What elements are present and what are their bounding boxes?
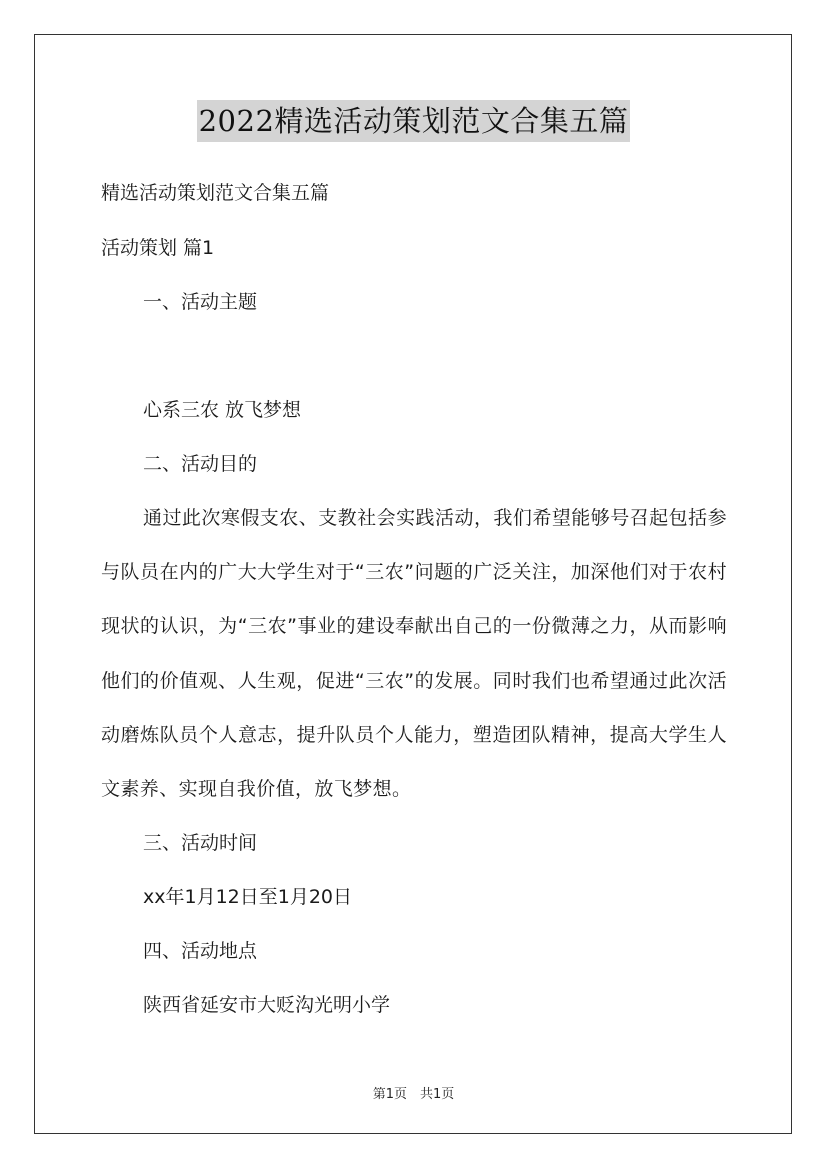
activity-purpose-paragraph: 通过此次寒假支农、支教社会实践活动，我们希望能够号召起包括参与队员在内的广大大学生对于“三农”问题的广泛关注，加深他们对于农村现状的认识，为“三农”事业的建设奉献出自己的一份微薄之力，从而影响他们的价值观、人生观，促进“三农”的发展。同时我们也希望通过此次活动磨炼队员个人意志，提升队员个人能力，塑造团队精神，提高大学生人文素养、实现自我价值，放飞梦想。 (101, 507, 727, 801)
heading-activity-time: 三、活动时间 (143, 832, 258, 854)
title-container (0, 100, 827, 142)
section-heading: 活动策划 篇1 (101, 237, 215, 259)
activity-theme-text: 心系三农 放飞梦想 (143, 399, 302, 421)
page-number-footer: 第1页 共1页 (372, 1087, 455, 1102)
document-title: 2022精选活动策划范文合集五篇 (197, 100, 631, 142)
activity-location-text: 陕西省延安市大贬沟光明小学 (143, 994, 391, 1016)
heading-activity-theme: 一、活动主题 (143, 291, 258, 313)
heading-activity-location: 四、活动地点 (143, 940, 258, 962)
document-subtitle: 精选活动策划范文合集五篇 (101, 182, 330, 204)
heading-activity-purpose: 二、活动目的 (143, 453, 258, 475)
activity-time-text: xx年1月12日至1月20日 (143, 886, 353, 908)
